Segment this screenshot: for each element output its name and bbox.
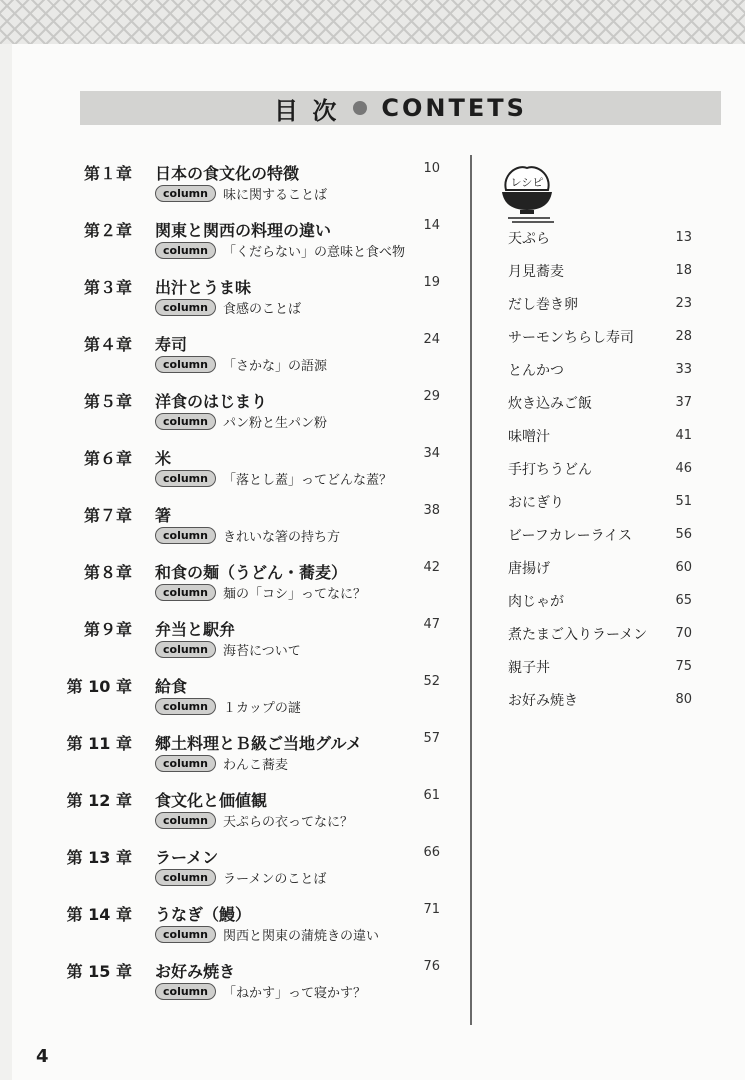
column-badge: column (155, 926, 216, 943)
column-badge: column (155, 413, 216, 430)
chapter-page: 47 (423, 617, 440, 632)
chapter-entry[interactable] (0, 896, 440, 950)
recipe-name: 煮たまご入りラーメン (508, 627, 648, 643)
recipe-page: 37 (675, 395, 692, 410)
column-title: 麺の「コシ」ってなに？ (222, 586, 366, 602)
column-row (155, 810, 353, 830)
column-row (155, 297, 301, 317)
recipe-name: 肉じゃが (508, 594, 564, 610)
recipe-item[interactable] (508, 690, 692, 712)
recipe-page: 46 (675, 461, 692, 476)
recipe-page: 80 (675, 692, 692, 707)
column-title: 「さかな」の語源 (222, 358, 327, 374)
chapter-entry[interactable] (0, 212, 440, 266)
toc-title-en: CONTETS (381, 94, 527, 122)
toc-title-jp: 目 次 (274, 96, 340, 125)
column-row (155, 639, 301, 659)
chapter-entry[interactable] (0, 326, 440, 380)
recipe-heading: レシピ (510, 176, 544, 189)
recipe-page: 33 (675, 362, 692, 377)
recipe-item[interactable] (508, 459, 692, 481)
chapter-title: うなぎ（鰻） (155, 905, 252, 924)
chapter-page: 66 (423, 845, 440, 860)
column-title: 海苔について (222, 643, 301, 659)
recipe-item[interactable] (508, 426, 692, 448)
chapter-title: 和食の麺（うどん・蕎麦） (155, 563, 348, 582)
column-title: きれいな箸の持ち方 (222, 529, 340, 545)
recipe-name: サーモンちらし寿司 (508, 330, 634, 346)
chapter-entry[interactable] (0, 782, 440, 836)
chapter-title: 米 (155, 449, 172, 468)
chapter-number: 第 14 章 (66, 905, 132, 924)
chapter-entry[interactable] (0, 497, 440, 551)
column-badge: column (155, 470, 216, 487)
column-title: 「ねかす」って寝かす？ (222, 985, 366, 1001)
column-row (155, 411, 327, 431)
chapter-page: 52 (423, 674, 440, 689)
chapter-page: 19 (423, 275, 440, 290)
column-row (155, 867, 326, 887)
column-row (155, 354, 327, 374)
chapter-number: 第８章 (83, 563, 132, 582)
recipe-item[interactable] (508, 591, 692, 613)
chapter-number: 第６章 (83, 449, 132, 468)
chapter-page: 61 (423, 788, 440, 803)
recipe-page: 28 (675, 329, 692, 344)
chapter-entry[interactable] (0, 155, 440, 209)
bullet-dot-icon (353, 101, 367, 115)
chapter-title: ラーメン (155, 848, 219, 867)
chapter-number: 第５章 (83, 392, 132, 411)
column-title: パン粉と生パン粉 (222, 415, 327, 431)
column-title: 関西と関東の蒲焼きの違い (222, 928, 379, 944)
chapter-page: 57 (423, 731, 440, 746)
chapter-entry[interactable] (0, 725, 440, 779)
recipe-item[interactable] (508, 393, 692, 415)
recipe-page: 23 (675, 296, 692, 311)
recipe-item[interactable] (508, 228, 692, 250)
recipe-page: 18 (675, 263, 692, 278)
column-title: 「落とし蓋」ってどんな蓋？ (222, 472, 392, 488)
recipe-name: ビーフカレーライス (508, 528, 633, 544)
column-badge: column (155, 356, 216, 373)
column-title: わんこ蕎麦 (222, 757, 288, 773)
chapter-page: 42 (423, 560, 440, 575)
recipe-page: 60 (675, 560, 692, 575)
column-row (155, 753, 288, 773)
chapter-entry[interactable] (0, 953, 440, 1007)
recipe-item[interactable] (508, 657, 692, 679)
chapter-entry[interactable] (0, 269, 440, 323)
chapter-title: 洋食のはじまり (155, 392, 268, 411)
chapter-title: 関東と関西の料理の違い (155, 221, 332, 240)
page-number: 4 (36, 1046, 49, 1067)
recipe-item[interactable] (508, 294, 692, 316)
recipe-name: 月見蕎麦 (508, 264, 564, 280)
column-badge: column (155, 527, 216, 544)
column-badge: column (155, 983, 216, 1000)
chapter-title: 箸 (155, 506, 172, 525)
column-row (155, 468, 392, 488)
column-badge: column (155, 185, 216, 202)
chapter-number: 第３章 (83, 278, 132, 297)
column-row (155, 582, 366, 602)
recipe-name: おにぎり (508, 495, 564, 511)
recipe-name: 炊き込みご飯 (508, 396, 592, 412)
chapter-title: 給食 (155, 677, 188, 696)
recipe-name: 親子丼 (508, 660, 550, 676)
column-row (155, 183, 327, 203)
chapter-page: 29 (423, 389, 440, 404)
chapter-number: 第４章 (83, 335, 132, 354)
recipe-page: 56 (675, 527, 692, 542)
chapter-title: お好み焼き (155, 962, 236, 981)
chapter-page: 24 (423, 332, 440, 347)
chapter-page: 38 (423, 503, 440, 518)
recipe-name: 唐揚げ (508, 561, 550, 577)
column-badge: column (155, 698, 216, 715)
column-title: 味に関することば (222, 187, 327, 203)
column-badge: column (155, 755, 216, 772)
chapter-entry[interactable] (0, 440, 440, 494)
decorative-pattern-band (0, 0, 745, 44)
column-row (155, 981, 366, 1001)
recipe-item[interactable] (508, 558, 692, 580)
chapter-entry[interactable] (0, 383, 440, 437)
recipe-item[interactable] (508, 327, 692, 349)
chapter-title: 弁当と駅弁 (155, 620, 236, 639)
chapter-entry[interactable] (0, 554, 440, 608)
chapter-number: 第 12 章 (66, 791, 132, 810)
recipe-name: 味噌汁 (508, 429, 550, 445)
column-badge: column (155, 869, 216, 886)
toc-title-bar (80, 91, 721, 125)
recipe-page: 65 (675, 593, 692, 608)
recipe-name: 手打ちうどん (508, 462, 592, 478)
recipe-name: とんかつ (508, 363, 564, 379)
recipe-name: だし巻き卵 (508, 297, 578, 313)
vertical-divider (470, 155, 472, 1025)
recipe-page: 51 (675, 494, 692, 509)
column-badge: column (155, 299, 216, 316)
chapter-number: 第 11 章 (66, 734, 132, 753)
chapter-number: 第 10 章 (66, 677, 132, 696)
chapter-entry[interactable] (0, 668, 440, 722)
column-badge: column (155, 584, 216, 601)
recipe-item[interactable] (508, 624, 692, 646)
chapter-number: 第 13 章 (66, 848, 132, 867)
chapter-title: 食文化と価値観 (155, 791, 268, 810)
chapter-number: 第１章 (83, 164, 132, 183)
chapter-page: 71 (423, 902, 440, 917)
chapter-number: 第９章 (83, 620, 132, 639)
chapter-page: 14 (423, 218, 440, 233)
column-badge: column (155, 812, 216, 829)
recipe-page: 41 (675, 428, 692, 443)
recipe-item[interactable] (508, 525, 692, 547)
column-row (155, 696, 301, 716)
column-badge: column (155, 641, 216, 658)
chapter-number: 第７章 (83, 506, 132, 525)
chapter-number: 第 15 章 (66, 962, 132, 981)
column-badge: column (155, 242, 216, 259)
chapter-number: 第２章 (83, 221, 132, 240)
chapter-title: 日本の食文化の特徴 (155, 164, 300, 183)
chapter-page: 76 (423, 959, 440, 974)
column-title: １カップの謎 (222, 700, 301, 716)
chapter-entry[interactable] (0, 839, 440, 893)
column-title: ラーメンのことば (222, 871, 327, 887)
recipe-item[interactable] (508, 360, 692, 382)
recipe-page: 70 (675, 626, 692, 641)
recipe-page: 75 (675, 659, 692, 674)
chapter-title: 出汁とうま味 (155, 278, 252, 297)
column-title: 食感のことば (222, 301, 301, 317)
recipe-name: お好み焼き (508, 693, 578, 709)
chapter-title: 寿司 (155, 335, 188, 354)
recipe-page: 13 (675, 230, 692, 245)
chapter-page: 10 (423, 161, 440, 176)
recipe-item[interactable] (508, 261, 692, 283)
column-row (155, 525, 340, 545)
recipe-item[interactable] (508, 492, 692, 514)
chapter-entry[interactable] (0, 611, 440, 665)
chapter-page: 34 (423, 446, 440, 461)
rice-bowl-icon (498, 160, 556, 224)
chapter-title: 郷土料理とＢ級ご当地グルメ (155, 734, 363, 753)
column-row (155, 924, 379, 944)
recipe-name: 天ぷら (508, 231, 550, 247)
column-title: 天ぷらの衣ってなに？ (222, 814, 353, 830)
column-row (155, 240, 405, 260)
column-title: 「くだらない」の意味と食べ物 (222, 244, 405, 260)
